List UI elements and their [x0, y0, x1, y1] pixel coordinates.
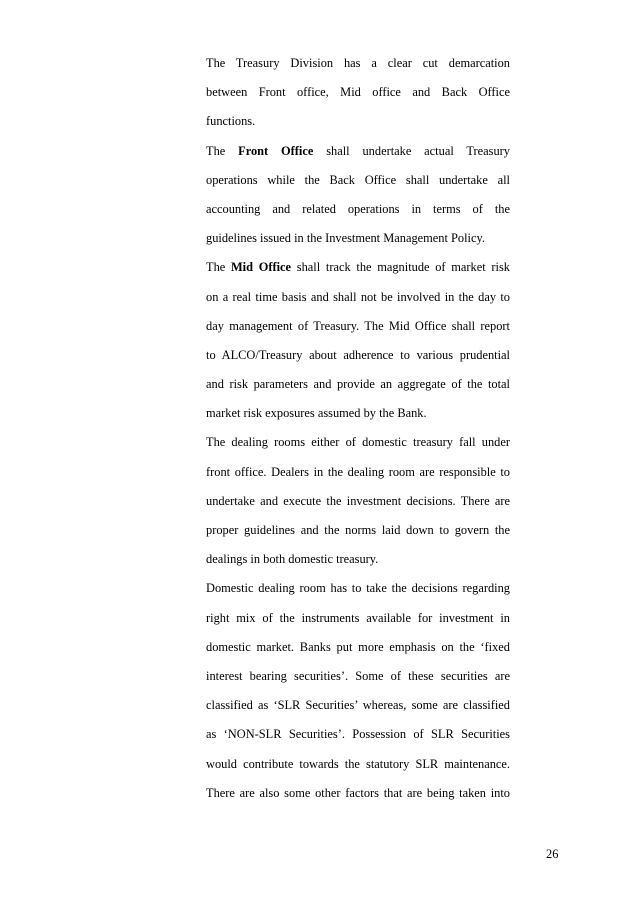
text-run: The [206, 260, 231, 275]
paragraph-domestic-dealing-room [206, 574, 510, 808]
text-line: accounting and related operations in terms of the [206, 201, 510, 216]
text-line: market risk exposures assumed by the Bank. [206, 406, 427, 421]
text-line: interest bearing securities’. Some of these securities are [206, 668, 510, 683]
text-line [206, 253, 510, 282]
text-line: as ‘NON-SLR Securities’. Possession of SLR Securities [206, 727, 510, 742]
text-line: operations while the Back Office shall undertake all [206, 172, 510, 187]
text-line: front office. Dealers in the dealing room are responsible to [206, 464, 510, 479]
text-line: right mix of the instruments available for investment in [206, 610, 510, 625]
text-run: The [206, 143, 239, 158]
text-line: guidelines issued in the Investment Management Policy. [206, 231, 485, 246]
text-line: Domestic dealing room has to take the decisions regarding [206, 581, 510, 596]
text-line: domestic market. Banks put more emphasis on the ‘fixed [206, 639, 510, 654]
paragraph-dealing-rooms [206, 428, 510, 574]
text-line: dealings in both domestic treasury. [206, 552, 379, 567]
bold-term-front-office: Front Office [238, 143, 314, 158]
text-line: The dealing rooms either of domestic treasury fall under [206, 435, 510, 450]
text-line: day management of Treasury. The Mid Office shall report [206, 318, 510, 333]
text-line: There are also some other factors that are being taken into [206, 785, 510, 800]
body-text [206, 49, 510, 808]
text-line: functions. [206, 114, 256, 129]
text-line: undertake and execute the investment decisions. There are [206, 493, 510, 508]
text-line: classified as ‘SLR Securities’ whereas, some are classified [206, 698, 510, 713]
text-run: shall track the magnitude of market risk [291, 260, 510, 275]
text-line: and risk parameters and provide an aggregate of the total [206, 377, 510, 392]
text-line [206, 137, 510, 166]
text-line: The Treasury Division has a clear cut demarcation [206, 56, 510, 70]
paragraph-treasury-division [206, 49, 510, 137]
text-line: to ALCO/Treasury about adherence to various prudential [206, 347, 510, 362]
text-line: would contribute towards the statutory SLR maintenance. [206, 756, 510, 771]
page-number: 26 [546, 847, 559, 861]
text-run: shall undertake actual Treasury [313, 143, 510, 158]
bold-term-mid-office: Mid Office [230, 260, 292, 275]
paragraph-mid-office [206, 253, 510, 428]
text-line: proper guidelines and the norms laid down to govern the [206, 523, 510, 537]
text-line: between Front office, Mid office and Back Office [206, 85, 510, 100]
paragraph-front-office [206, 137, 510, 254]
text-line: on a real time basis and shall not be involved in the day to [206, 289, 510, 304]
